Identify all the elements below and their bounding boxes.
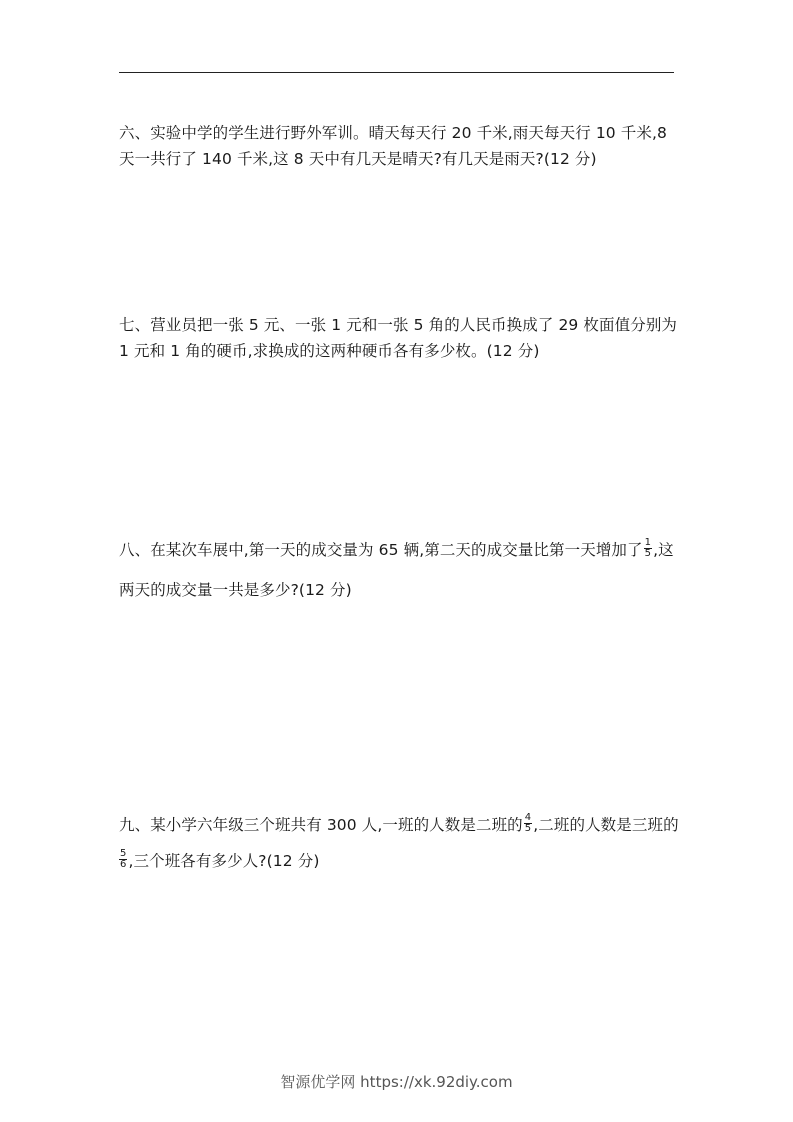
question-7 <box>119 312 679 364</box>
question-6-line-2: 天一共行了 140 千米,这 8 天中有几天是晴天?有几天是雨天?(12 分) <box>119 150 597 168</box>
question-9-line-2 <box>119 847 679 875</box>
fraction-numerator: 4 <box>524 812 532 823</box>
question-6 <box>119 120 679 172</box>
fraction-denominator: 6 <box>120 859 127 870</box>
question-9 <box>119 811 679 875</box>
question-8-line-2: 两天的成交量一共是多少?(12 分) <box>119 581 352 599</box>
question-9-text-c: ,三个班各有多少人?(12 分) <box>128 852 320 870</box>
question-8-text-b: ,这 <box>653 541 674 559</box>
question-8-line-1 <box>119 536 679 564</box>
question-6-line-1: 六、实验中学的学生进行野外军训。晴天每天行 20 千米,雨天每天行 10 千米,8 <box>119 124 667 142</box>
fraction-denominator: 5 <box>524 823 532 834</box>
question-9-text-b: ,二班的人数是三班的 <box>533 816 679 834</box>
question-9-text-a: 九、某小学六年级三个班共有 300 人,一班的人数是二班的 <box>119 816 523 834</box>
question-9-line-1 <box>119 811 679 839</box>
footer-watermark: 智源优学网 https://xk.92diy.com <box>280 1073 513 1091</box>
fraction-one-fifth <box>644 538 652 559</box>
header-rule <box>119 72 674 73</box>
question-8-text-a: 八、在某次车展中,第一天的成交量为 65 辆,第二天的成交量比第一天增加了 <box>119 541 643 559</box>
fraction-denominator: 5 <box>644 548 652 559</box>
question-7-line-2: 1 元和 1 角的硬币,求换成的这两种硬币各有多少枚。(12 分) <box>119 342 540 360</box>
question-7-line-1: 七、营业员把一张 5 元、一张 1 元和一张 5 角的人民币换成了 29 枚面值分别为 <box>119 316 678 334</box>
question-8 <box>119 536 679 604</box>
fraction-four-fifths <box>524 813 532 834</box>
fraction-numerator: 5 <box>120 848 127 859</box>
fraction-five-sixths <box>119 849 127 870</box>
fraction-numerator: 1 <box>644 537 652 548</box>
